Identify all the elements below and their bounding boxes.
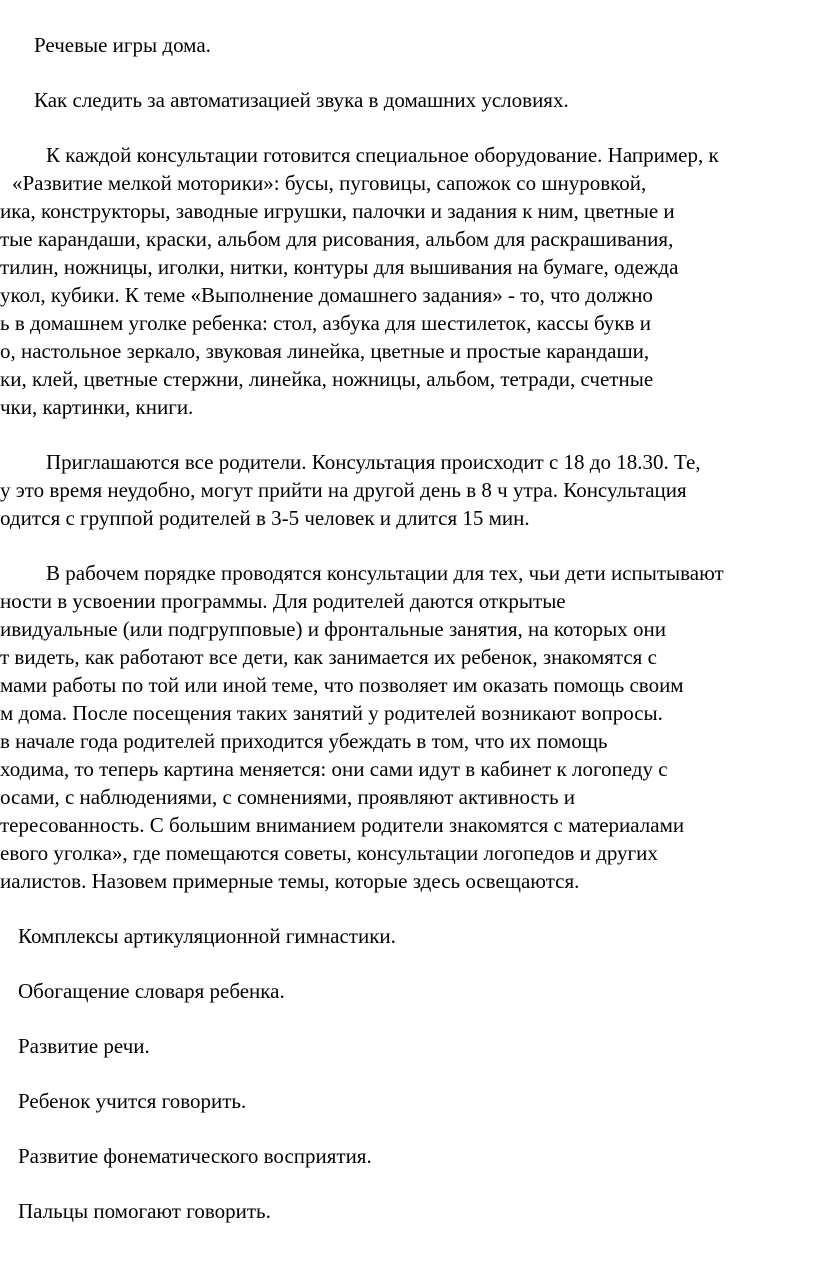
topic-item: Обогащение словаря ребенка. bbox=[18, 979, 285, 1003]
paragraph-line: в начале года родителей приходится убеждать в том, что их помощь bbox=[0, 729, 608, 753]
paragraph-line: «Развитие мелкой моторики»: бусы, пуговицы, сапожок со шнуровкой, bbox=[12, 171, 647, 195]
paragraph-line: Приглашаются все родители. Консультация происходит с 18 до 18.30. Те, bbox=[46, 450, 701, 474]
paragraph-line: ь в домашнем уголке ребенка: стол, азбука для шестилеток, кассы букв и bbox=[0, 311, 651, 335]
topic-item: Ребенок учится говорить. bbox=[18, 1089, 247, 1113]
document-title: Речевые игры дома. bbox=[34, 33, 211, 57]
paragraph-line: ивидуальные (или подгрупповые) и фронтальные занятия, на которых они bbox=[0, 617, 666, 641]
paragraph-line: мами работы по той или иной теме, что позволяет им оказать помощь своим bbox=[0, 673, 684, 697]
topic-item: Развитие речи. bbox=[18, 1034, 150, 1058]
paragraph-line: о, настольное зеркало, звуковая линейка, цветные и простые карандаши, bbox=[0, 339, 650, 363]
paragraph-line: ика, конструкторы, заводные игрушки, палочки и задания к ним, цветные и bbox=[0, 199, 675, 223]
paragraph-line: тилин, ножницы, иголки, нитки, контуры для вышивания на бумаге, одежда bbox=[0, 255, 679, 279]
paragraph-line: тересованность. С большим вниманием родители знакомятся с материалами bbox=[0, 813, 685, 837]
topic-item: Комплексы артикуляционной гимнастики. bbox=[18, 924, 396, 948]
paragraph-line: осами, с наблюдениями, с сомнениями, проявляют активность и bbox=[0, 785, 576, 809]
paragraph-line: тые карандаши, краски, альбом для рисования, альбом для раскрашивания, bbox=[0, 227, 674, 251]
paragraph-line: ности в усвоении программы. Для родителей даются открытые bbox=[0, 589, 566, 613]
paragraph-line: чки, картинки, книги. bbox=[0, 395, 194, 419]
paragraph-line: у это время неудобно, могут прийти на другой день в 8 ч утра. Консультация bbox=[0, 478, 687, 502]
paragraph-line: укол, кубики. К теме «Выполнение домашнего задания» - то, что должно bbox=[0, 283, 653, 307]
topic-item: Пальцы помогают говорить. bbox=[18, 1199, 271, 1223]
paragraph-line: К каждой консультации готовится специальное оборудование. Например, к bbox=[46, 143, 719, 167]
topic-item: Развитие фонематического восприятия. bbox=[18, 1144, 372, 1168]
document-subtitle: Как следить за автоматизацией звука в домашних условиях. bbox=[34, 88, 569, 112]
paragraph-line: евого уголка», где помещаются советы, консультации логопедов и других bbox=[0, 841, 658, 865]
paragraph-line: одится с группой родителей в 3-5 человек и длится 15 мин. bbox=[0, 506, 530, 530]
paragraph-line: ки, клей, цветные стержни, линейка, ножницы, альбом, тетради, счетные bbox=[0, 367, 654, 391]
paragraph-line: ходима, то теперь картина меняется: они сами идут в кабинет к логопеду с bbox=[0, 757, 668, 781]
paragraph-line: иалистов. Назовем примерные темы, которые здесь освещаются. bbox=[0, 869, 580, 893]
paragraph-line: м дома. После посещения таких занятий у родителей возникают вопросы. bbox=[0, 701, 663, 725]
paragraph-line: В рабочем порядке проводятся консультации для тех, чьи дети испытывают bbox=[46, 561, 724, 585]
paragraph-line: т видеть, как работают все дети, как занимается их ребенок, знакомятся с bbox=[0, 645, 657, 669]
